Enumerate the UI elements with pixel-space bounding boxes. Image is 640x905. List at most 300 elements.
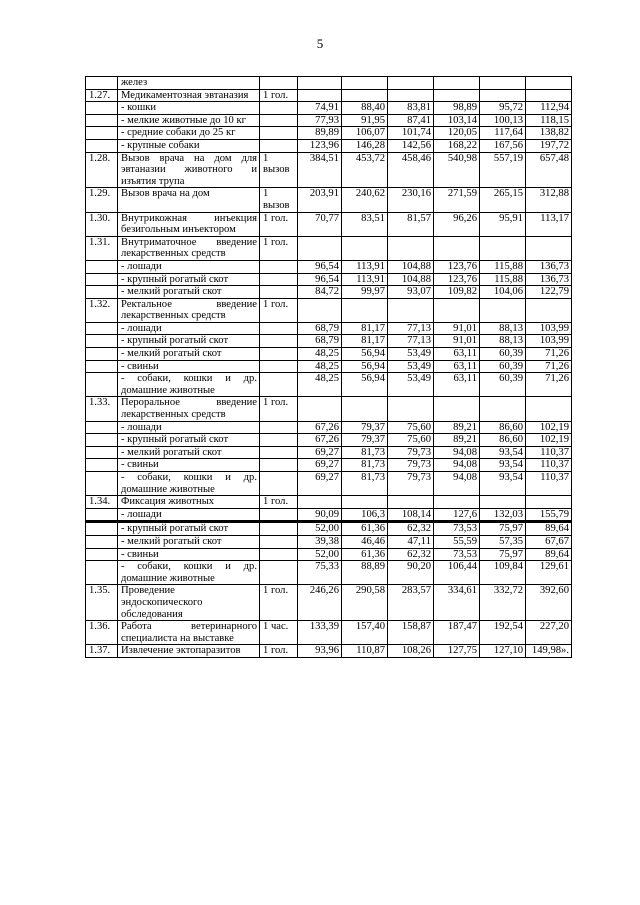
price-cell: 94,08: [434, 459, 480, 472]
price-cell: 106,3: [342, 508, 388, 522]
price-cell: 48,25: [298, 348, 342, 361]
price-cell: [526, 397, 572, 421]
table-row: [86, 548, 572, 561]
service-name: - мелкий рогатый скот: [118, 348, 260, 361]
price-cell: 113,91: [342, 273, 388, 286]
price-cell: 187,47: [434, 621, 480, 645]
service-name: - свиньи: [118, 360, 260, 373]
unit-of-measure: [260, 434, 298, 447]
price-cell: 83,81: [388, 102, 434, 115]
price-cell: [480, 298, 526, 322]
price-cell: 69,27: [298, 472, 342, 496]
price-cell: 91,01: [434, 322, 480, 335]
price-cell: [434, 496, 480, 509]
price-cell: 115,88: [480, 260, 526, 273]
table-row: [86, 561, 572, 585]
item-number: 1.36.: [86, 621, 118, 645]
service-name: Пероральное введение лекарственных средств: [118, 397, 260, 421]
price-cell: 93,54: [480, 459, 526, 472]
price-cell: 63,11: [434, 360, 480, 373]
price-cell: 53,49: [388, 348, 434, 361]
item-number: [86, 434, 118, 447]
price-cell: 62,32: [388, 522, 434, 536]
price-cell: 203,91: [298, 188, 342, 212]
price-cell: 81,57: [388, 212, 434, 236]
price-cell: 94,08: [434, 472, 480, 496]
item-number: 1.28.: [86, 152, 118, 188]
service-name: - собаки, кошки и др. домашние животные: [118, 472, 260, 496]
service-name: - крупный рогатый скот: [118, 273, 260, 286]
price-cell: [388, 89, 434, 102]
price-cell: 89,21: [434, 434, 480, 447]
price-cell: 71,26: [526, 373, 572, 397]
service-name: - лошади: [118, 260, 260, 273]
service-name: - собаки, кошки и др. домашние животные: [118, 373, 260, 397]
price-cell: 101,74: [388, 127, 434, 140]
unit-of-measure: [260, 446, 298, 459]
price-cell: 100,13: [480, 114, 526, 127]
price-cell: 83,51: [342, 212, 388, 236]
unit-of-measure: 1 гол.: [260, 496, 298, 509]
unit-of-measure: [260, 561, 298, 585]
table-row: [86, 260, 572, 273]
price-cell: [526, 77, 572, 90]
table-row: [86, 114, 572, 127]
price-cell: [342, 236, 388, 260]
unit-of-measure: 1 гол.: [260, 645, 298, 658]
price-cell: 103,99: [526, 335, 572, 348]
price-cell: 75,60: [388, 421, 434, 434]
service-name: - лошади: [118, 421, 260, 434]
item-number: 1.30.: [86, 212, 118, 236]
table-row: [86, 139, 572, 152]
price-cell: 89,64: [526, 548, 572, 561]
table-row: [86, 212, 572, 236]
price-cell: 334,61: [434, 585, 480, 621]
price-cell: 75,60: [388, 434, 434, 447]
table-row: [86, 286, 572, 299]
table-row: [86, 459, 572, 472]
price-cell: 69,27: [298, 446, 342, 459]
price-cell: 55,59: [434, 535, 480, 548]
price-cell: 108,26: [388, 645, 434, 658]
price-cell: 74,91: [298, 102, 342, 115]
service-name: - кошки: [118, 102, 260, 115]
price-cell: 384,51: [298, 152, 342, 188]
price-cell: [434, 298, 480, 322]
unit-of-measure: 1 час.: [260, 621, 298, 645]
price-cell: 61,36: [342, 548, 388, 561]
table-row: [86, 348, 572, 361]
price-cell: 109,84: [480, 561, 526, 585]
price-cell: 95,72: [480, 102, 526, 115]
price-cell: 149,98».: [526, 645, 572, 658]
price-cell: [480, 236, 526, 260]
price-cell: 110,37: [526, 446, 572, 459]
price-cell: 312,88: [526, 188, 572, 212]
service-name: - мелкие животные до 10 кг: [118, 114, 260, 127]
table-row: [86, 434, 572, 447]
price-cell: 112,94: [526, 102, 572, 115]
price-cell: 123,76: [434, 260, 480, 273]
price-cell: [342, 77, 388, 90]
price-cell: [388, 236, 434, 260]
price-cell: 69,27: [298, 459, 342, 472]
price-cell: 146,28: [342, 139, 388, 152]
price-cell: [388, 496, 434, 509]
price-cell: 136,73: [526, 260, 572, 273]
price-cell: 48,25: [298, 373, 342, 397]
unit-of-measure: 1 гол.: [260, 397, 298, 421]
price-cell: [526, 89, 572, 102]
unit-of-measure: [260, 348, 298, 361]
price-cell: 113,91: [342, 260, 388, 273]
table-row: [86, 522, 572, 536]
price-cell: 79,73: [388, 446, 434, 459]
item-number: [86, 472, 118, 496]
service-name: - крупный рогатый скот: [118, 335, 260, 348]
price-cell: 106,07: [342, 127, 388, 140]
price-cell: 86,60: [480, 434, 526, 447]
price-cell: 89,64: [526, 522, 572, 536]
price-table: [85, 76, 572, 658]
unit-of-measure: [260, 286, 298, 299]
price-cell: 95,91: [480, 212, 526, 236]
price-cell: 91,01: [434, 335, 480, 348]
price-cell: 103,99: [526, 322, 572, 335]
price-cell: 192,54: [480, 621, 526, 645]
price-cell: 98,89: [434, 102, 480, 115]
unit-of-measure: [260, 335, 298, 348]
price-cell: 81,17: [342, 335, 388, 348]
price-cell: 283,57: [388, 585, 434, 621]
table-row: [86, 236, 572, 260]
price-cell: 138,82: [526, 127, 572, 140]
price-cell: 89,21: [434, 421, 480, 434]
price-cell: [388, 77, 434, 90]
table-row: [86, 508, 572, 522]
table-row: [86, 446, 572, 459]
price-cell: 197,72: [526, 139, 572, 152]
price-cell: 67,67: [526, 535, 572, 548]
page-number: 5: [316, 36, 324, 51]
price-cell: 104,88: [388, 273, 434, 286]
item-number: [86, 348, 118, 361]
price-cell: 73,53: [434, 548, 480, 561]
price-cell: 61,36: [342, 522, 388, 536]
unit-of-measure: [260, 322, 298, 335]
unit-of-measure: [260, 472, 298, 496]
price-cell: 142,56: [388, 139, 434, 152]
price-cell: 271,59: [434, 188, 480, 212]
price-cell: 127,75: [434, 645, 480, 658]
price-cell: 52,00: [298, 548, 342, 561]
price-cell: 79,37: [342, 421, 388, 434]
item-number: [86, 273, 118, 286]
price-cell: 81,73: [342, 472, 388, 496]
price-cell: 67,26: [298, 434, 342, 447]
price-cell: [342, 397, 388, 421]
item-number: [86, 421, 118, 434]
table-row: [86, 77, 572, 90]
price-cell: 230,16: [388, 188, 434, 212]
unit-of-measure: 1 гол.: [260, 89, 298, 102]
item-number: [86, 139, 118, 152]
price-cell: [526, 496, 572, 509]
price-cell: [434, 77, 480, 90]
service-name: - свиньи: [118, 548, 260, 561]
price-cell: 57,35: [480, 535, 526, 548]
unit-of-measure: 1 вызов: [260, 152, 298, 188]
price-cell: 93,54: [480, 472, 526, 496]
price-cell: [480, 89, 526, 102]
service-name: - собаки, кошки и др. домашние животные: [118, 561, 260, 585]
service-name: - лошади: [118, 322, 260, 335]
table-body: [86, 77, 572, 658]
price-cell: 117,64: [480, 127, 526, 140]
price-cell: [388, 397, 434, 421]
table-row: [86, 535, 572, 548]
table-row: [86, 322, 572, 335]
price-cell: 87,41: [388, 114, 434, 127]
service-name: - крупный рогатый скот: [118, 522, 260, 536]
table-row: [86, 152, 572, 188]
item-number: [86, 459, 118, 472]
price-cell: 60,39: [480, 373, 526, 397]
price-cell: 458,46: [388, 152, 434, 188]
price-cell: 96,26: [434, 212, 480, 236]
price-cell: 108,14: [388, 508, 434, 522]
price-cell: 88,13: [480, 335, 526, 348]
unit-of-measure: 1 гол.: [260, 236, 298, 260]
table-row: [86, 397, 572, 421]
unit-of-measure: [260, 508, 298, 522]
table-row: [86, 621, 572, 645]
price-cell: 84,72: [298, 286, 342, 299]
price-cell: [434, 397, 480, 421]
price-cell: 132,03: [480, 508, 526, 522]
price-cell: 60,39: [480, 348, 526, 361]
price-cell: 93,96: [298, 645, 342, 658]
item-number: [86, 260, 118, 273]
table-row: [86, 360, 572, 373]
price-cell: 63,11: [434, 373, 480, 397]
unit-of-measure: [260, 260, 298, 273]
price-cell: [526, 236, 572, 260]
price-cell: [480, 77, 526, 90]
price-cell: 96,54: [298, 273, 342, 286]
price-cell: 110,37: [526, 472, 572, 496]
price-cell: [298, 397, 342, 421]
unit-of-measure: [260, 127, 298, 140]
service-name: Фиксация животных: [118, 496, 260, 509]
price-cell: [298, 496, 342, 509]
price-cell: [434, 89, 480, 102]
price-cell: 62,32: [388, 548, 434, 561]
price-cell: 265,15: [480, 188, 526, 212]
price-cell: 120,05: [434, 127, 480, 140]
price-cell: 93,07: [388, 286, 434, 299]
table-row: [86, 89, 572, 102]
unit-of-measure: [260, 548, 298, 561]
item-number: [86, 322, 118, 335]
price-cell: 332,72: [480, 585, 526, 621]
price-cell: 157,40: [342, 621, 388, 645]
item-number: [86, 77, 118, 90]
price-cell: 94,08: [434, 446, 480, 459]
price-cell: [342, 89, 388, 102]
price-cell: 67,26: [298, 421, 342, 434]
unit-of-measure: [260, 102, 298, 115]
price-cell: 89,89: [298, 127, 342, 140]
price-cell: 47,11: [388, 535, 434, 548]
price-cell: 110,87: [342, 645, 388, 658]
price-cell: 122,79: [526, 286, 572, 299]
item-number: 1.31.: [86, 236, 118, 260]
item-number: 1.34.: [86, 496, 118, 509]
table-row: [86, 496, 572, 509]
price-cell: 129,61: [526, 561, 572, 585]
price-cell: 91,95: [342, 114, 388, 127]
price-cell: 657,48: [526, 152, 572, 188]
unit-of-measure: 1 гол.: [260, 212, 298, 236]
table-row: [86, 188, 572, 212]
price-cell: 109,82: [434, 286, 480, 299]
price-cell: 103,14: [434, 114, 480, 127]
price-cell: 75,97: [480, 548, 526, 561]
price-cell: 453,72: [342, 152, 388, 188]
item-number: [86, 548, 118, 561]
price-cell: [298, 298, 342, 322]
price-cell: 81,73: [342, 459, 388, 472]
price-cell: 118,15: [526, 114, 572, 127]
price-cell: [298, 77, 342, 90]
price-cell: 90,09: [298, 508, 342, 522]
service-name: - лошади: [118, 508, 260, 522]
item-number: [86, 508, 118, 522]
service-name: - крупные собаки: [118, 139, 260, 152]
price-cell: 48,25: [298, 360, 342, 373]
service-name: Извлечение эктопаразитов: [118, 645, 260, 658]
price-cell: 77,93: [298, 114, 342, 127]
price-cell: 68,79: [298, 322, 342, 335]
price-cell: 540,98: [434, 152, 480, 188]
table-row: [86, 102, 572, 115]
price-cell: 96,54: [298, 260, 342, 273]
unit-of-measure: [260, 273, 298, 286]
item-number: 1.37.: [86, 645, 118, 658]
price-cell: 53,49: [388, 373, 434, 397]
price-cell: 155,79: [526, 508, 572, 522]
price-cell: 106,44: [434, 561, 480, 585]
price-cell: [342, 496, 388, 509]
price-cell: 68,79: [298, 335, 342, 348]
price-cell: 56,94: [342, 360, 388, 373]
unit-of-measure: [260, 522, 298, 536]
table-row: [86, 127, 572, 140]
price-cell: 90,20: [388, 561, 434, 585]
price-cell: [434, 236, 480, 260]
item-number: [86, 535, 118, 548]
item-number: 1.35.: [86, 585, 118, 621]
price-cell: 88,13: [480, 322, 526, 335]
service-name: Вызов врача на дом для эвтаназии животного и изъятия трупа: [118, 152, 260, 188]
price-cell: 99,97: [342, 286, 388, 299]
table-row: [86, 645, 572, 658]
item-number: [86, 335, 118, 348]
price-cell: 88,40: [342, 102, 388, 115]
item-number: [86, 360, 118, 373]
price-cell: 227,20: [526, 621, 572, 645]
price-cell: [526, 298, 572, 322]
price-cell: 104,88: [388, 260, 434, 273]
price-cell: 75,97: [480, 522, 526, 536]
unit-of-measure: [260, 360, 298, 373]
price-cell: 123,96: [298, 139, 342, 152]
price-cell: 168,22: [434, 139, 480, 152]
price-cell: 71,26: [526, 348, 572, 361]
unit-of-measure: [260, 535, 298, 548]
price-cell: 127,6: [434, 508, 480, 522]
unit-of-measure: 1 гол.: [260, 585, 298, 621]
table-row: [86, 273, 572, 286]
price-cell: 53,49: [388, 360, 434, 373]
price-cell: 71,26: [526, 360, 572, 373]
item-number: [86, 522, 118, 536]
price-cell: 81,73: [342, 446, 388, 459]
price-cell: 136,73: [526, 273, 572, 286]
price-cell: 246,26: [298, 585, 342, 621]
item-number: [86, 286, 118, 299]
price-cell: 63,11: [434, 348, 480, 361]
price-cell: 60,39: [480, 360, 526, 373]
item-number: [86, 373, 118, 397]
price-cell: 123,76: [434, 273, 480, 286]
price-cell: 56,94: [342, 373, 388, 397]
price-cell: 127,10: [480, 645, 526, 658]
unit-of-measure: [260, 459, 298, 472]
price-cell: 110,37: [526, 459, 572, 472]
price-cell: 93,54: [480, 446, 526, 459]
unit-of-measure: 1 гол.: [260, 298, 298, 322]
price-cell: [298, 236, 342, 260]
price-cell: 79,73: [388, 472, 434, 496]
price-cell: 113,17: [526, 212, 572, 236]
table-row: [86, 585, 572, 621]
service-name: Медикаментозная эвтаназия: [118, 89, 260, 102]
item-number: [86, 446, 118, 459]
price-cell: 79,37: [342, 434, 388, 447]
price-cell: [480, 397, 526, 421]
price-cell: 81,17: [342, 322, 388, 335]
service-name: желез: [118, 77, 260, 90]
service-name: Вызов врача на дом: [118, 188, 260, 212]
unit-of-measure: [260, 421, 298, 434]
unit-of-measure: 1 вызов: [260, 188, 298, 212]
price-cell: 46,46: [342, 535, 388, 548]
price-cell: 115,88: [480, 273, 526, 286]
price-cell: 39,38: [298, 535, 342, 548]
item-number: 1.32.: [86, 298, 118, 322]
item-number: [86, 102, 118, 115]
service-name: Работа ветеринарного специалиста на выставке: [118, 621, 260, 645]
price-cell: 73,53: [434, 522, 480, 536]
price-cell: 77,13: [388, 335, 434, 348]
item-number: [86, 561, 118, 585]
service-name: - мелкий рогатый скот: [118, 286, 260, 299]
price-cell: [342, 298, 388, 322]
price-cell: 86,60: [480, 421, 526, 434]
